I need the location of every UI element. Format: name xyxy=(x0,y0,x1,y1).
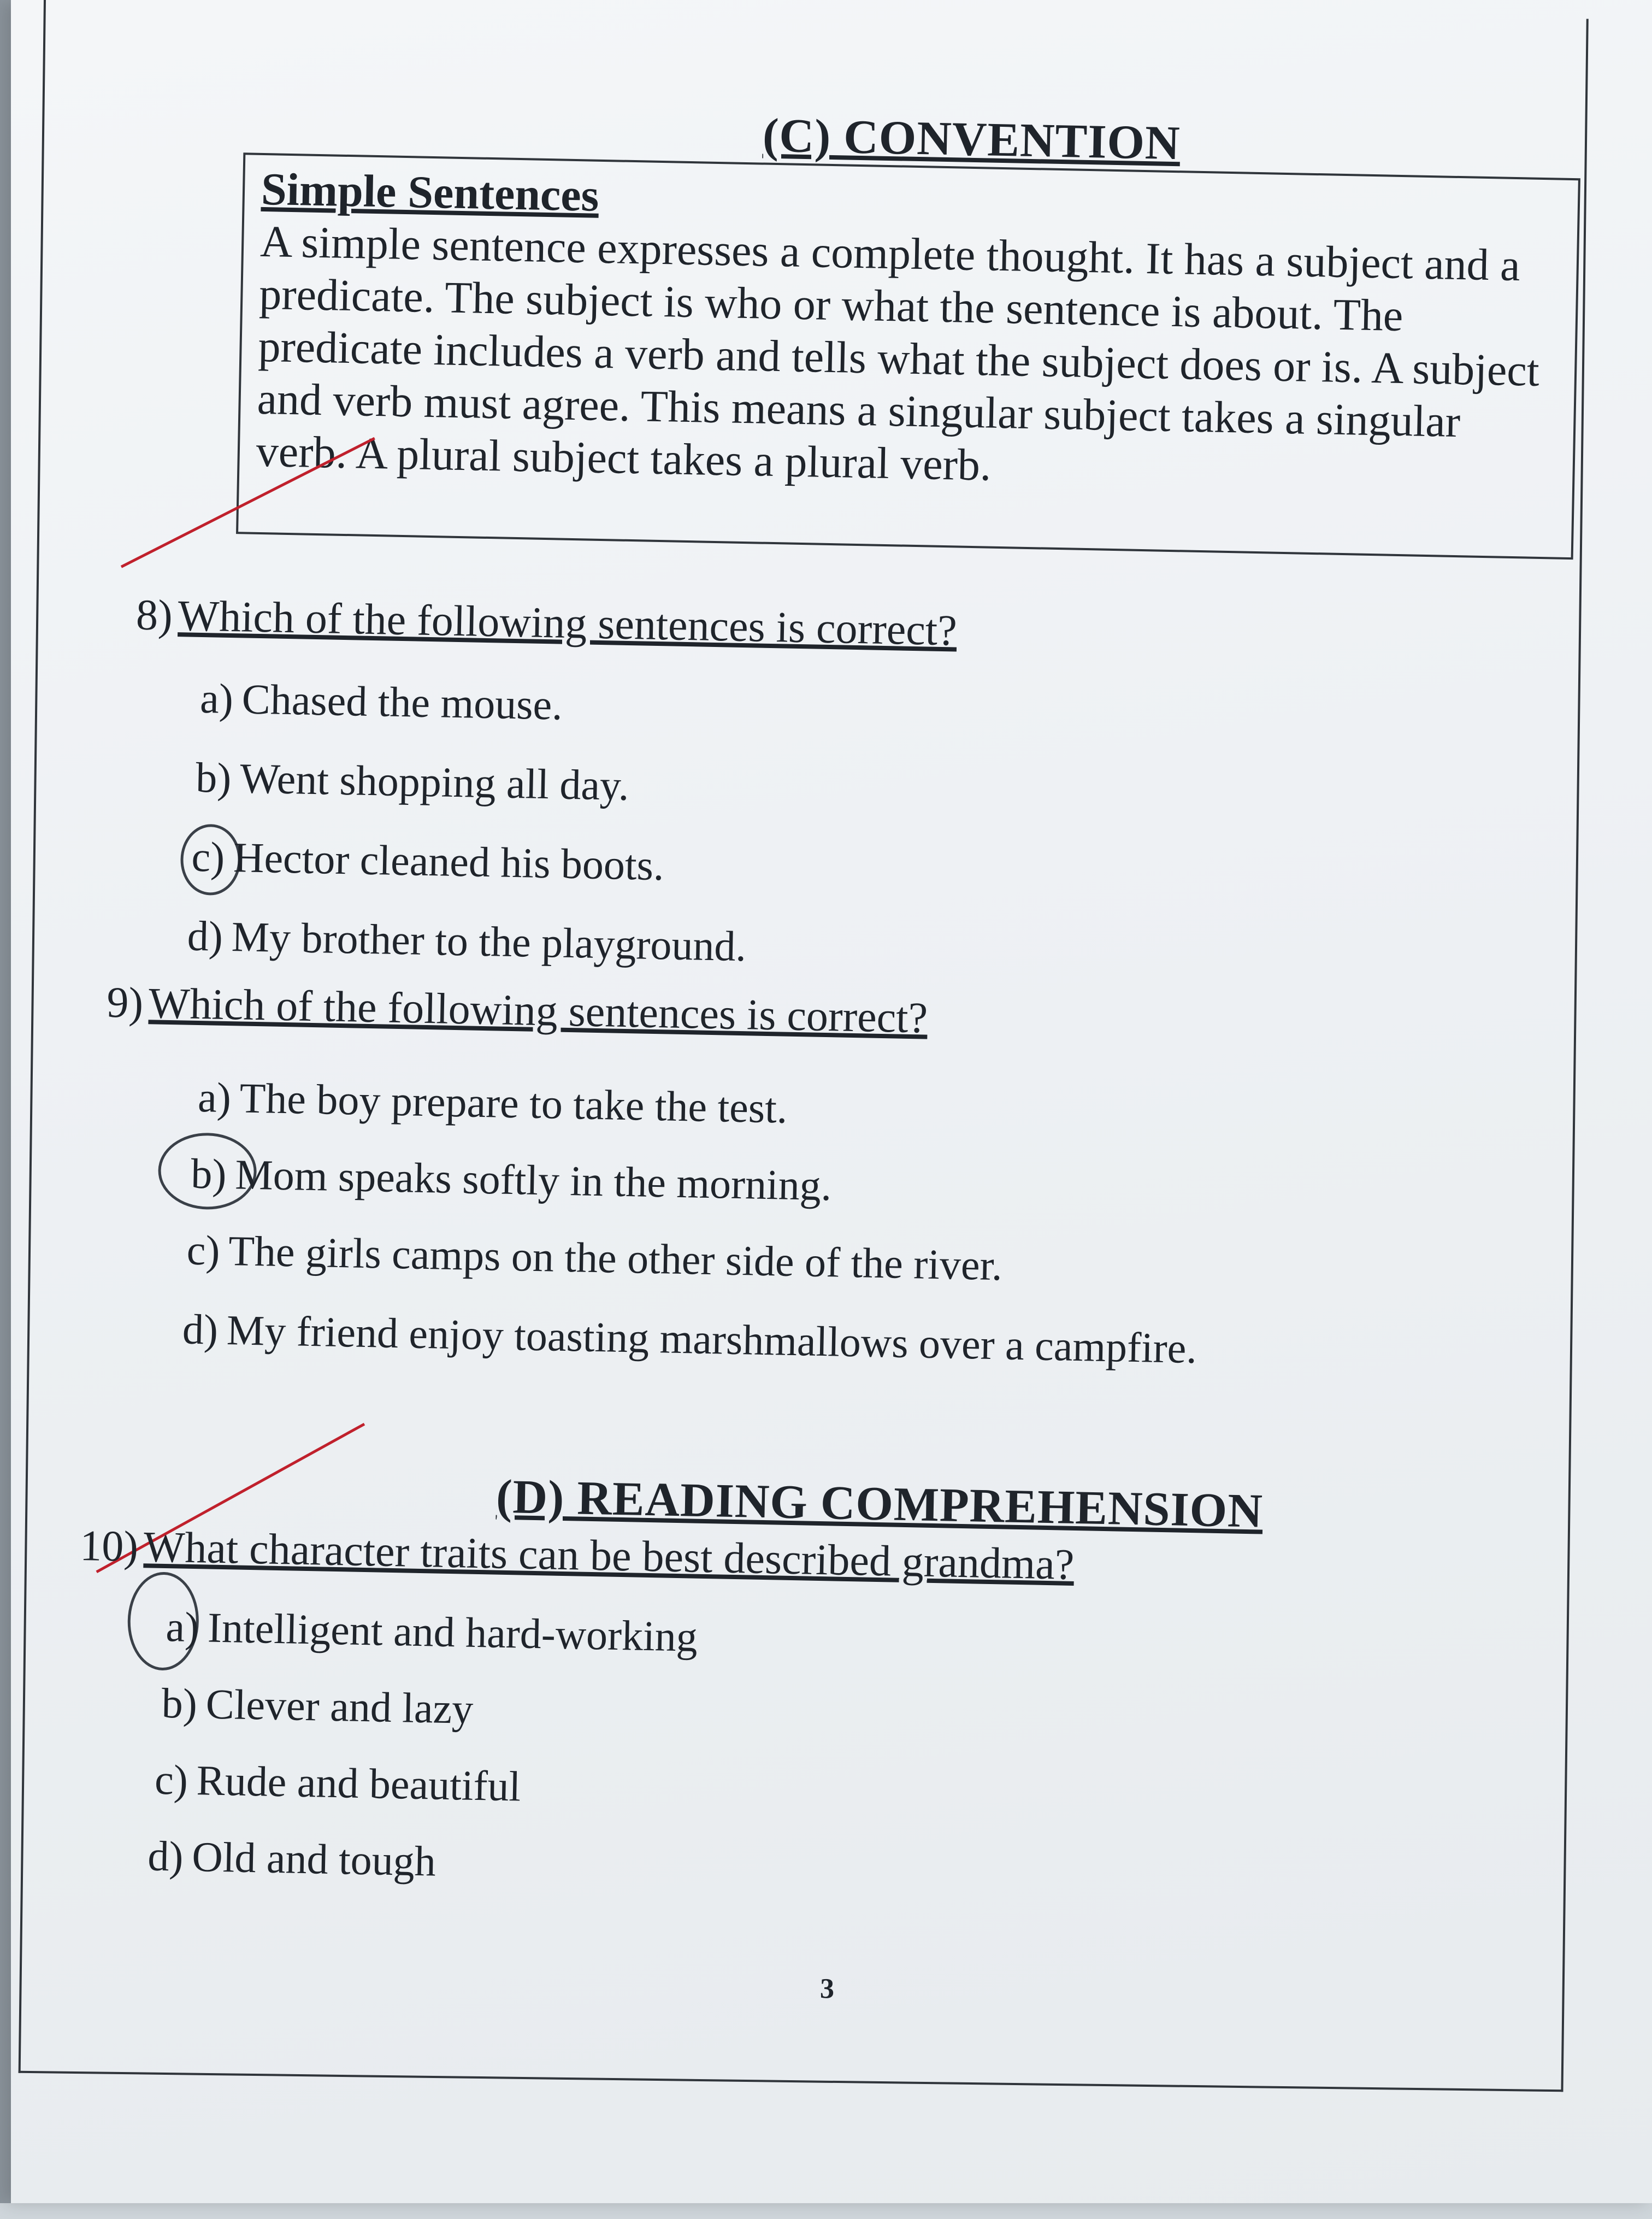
question-10-option-a xyxy=(166,1602,698,1662)
option-text: Intelligent and hard-working xyxy=(207,1603,698,1661)
question-9-option-b xyxy=(191,1149,832,1211)
box-heading: Simple Sentences xyxy=(261,163,600,221)
option-text: Rude and beautiful xyxy=(196,1756,522,1810)
question-8-option-b xyxy=(196,753,630,810)
option-letter: d) xyxy=(147,1832,184,1880)
option-text: Old and tough xyxy=(191,1833,436,1885)
question-8 xyxy=(135,591,957,656)
option-text: Went shopping all day. xyxy=(239,754,630,810)
option-text: The boy prepare to take the test. xyxy=(239,1074,788,1132)
question-10-option-c xyxy=(154,1755,521,1811)
question-9-option-c xyxy=(186,1226,1003,1291)
question-text: What character traits can be best described grandma? xyxy=(143,1523,1075,1589)
option-letter: d) xyxy=(187,911,223,960)
option-letter: a) xyxy=(199,674,234,723)
option-text: My brother to the playground. xyxy=(231,913,747,970)
question-number: 10) xyxy=(79,1522,139,1571)
option-letter: d) xyxy=(182,1305,219,1353)
box-text: A simple sentence expresses a complete thought. It has a subject and a predicate. The subject is who or what the sentence is about. The predicate includes a verb and tells what the subject does or is. A subject and verb must agree. This means a singular subject takes a singular verb. A plural subject takes a plural verb. xyxy=(256,216,1540,490)
option-letter: b) xyxy=(190,1149,227,1198)
option-text: The girls camps on the other side of the river. xyxy=(228,1227,1003,1290)
option-letter: c) xyxy=(186,1226,221,1274)
option-text: Mom speaks softly in the morning. xyxy=(234,1150,833,1210)
question-text: Which of the following sentences is correct? xyxy=(177,592,958,655)
option-text: Clever and lazy xyxy=(205,1680,474,1733)
option-letter: a) xyxy=(165,1603,200,1651)
question-8-option-c xyxy=(191,832,665,891)
option-text: Hector cleaned his boots. xyxy=(233,833,665,890)
option-letter: c) xyxy=(191,832,226,881)
option-letter: b) xyxy=(161,1679,198,1728)
question-number: 9) xyxy=(106,978,144,1028)
option-letter: b) xyxy=(195,753,232,802)
simple-sentences-box xyxy=(236,152,1580,560)
question-10-option-d xyxy=(148,1832,436,1886)
option-letter: c) xyxy=(154,1755,188,1804)
question-9-option-a xyxy=(197,1073,788,1133)
question-10-option-b xyxy=(161,1679,474,1734)
section-c-title: (C) CONVENTION xyxy=(762,109,1181,170)
question-8-option-d xyxy=(187,911,747,972)
question-number: 8) xyxy=(135,591,173,640)
question-9-option-d xyxy=(182,1305,1197,1374)
option-text: My friend enjoy toasting marshmallows over a campfire. xyxy=(226,1306,1197,1373)
question-9 xyxy=(107,978,928,1044)
section-d-title: (D) READING COMPREHENSION xyxy=(495,1470,1264,1538)
question-text: Which of the following sentences is correct? xyxy=(148,979,928,1043)
option-text: Chased the mouse. xyxy=(241,675,563,729)
page-number: 3 xyxy=(819,1973,835,2005)
option-letter: a) xyxy=(197,1073,232,1122)
question-8-option-a xyxy=(199,674,563,730)
